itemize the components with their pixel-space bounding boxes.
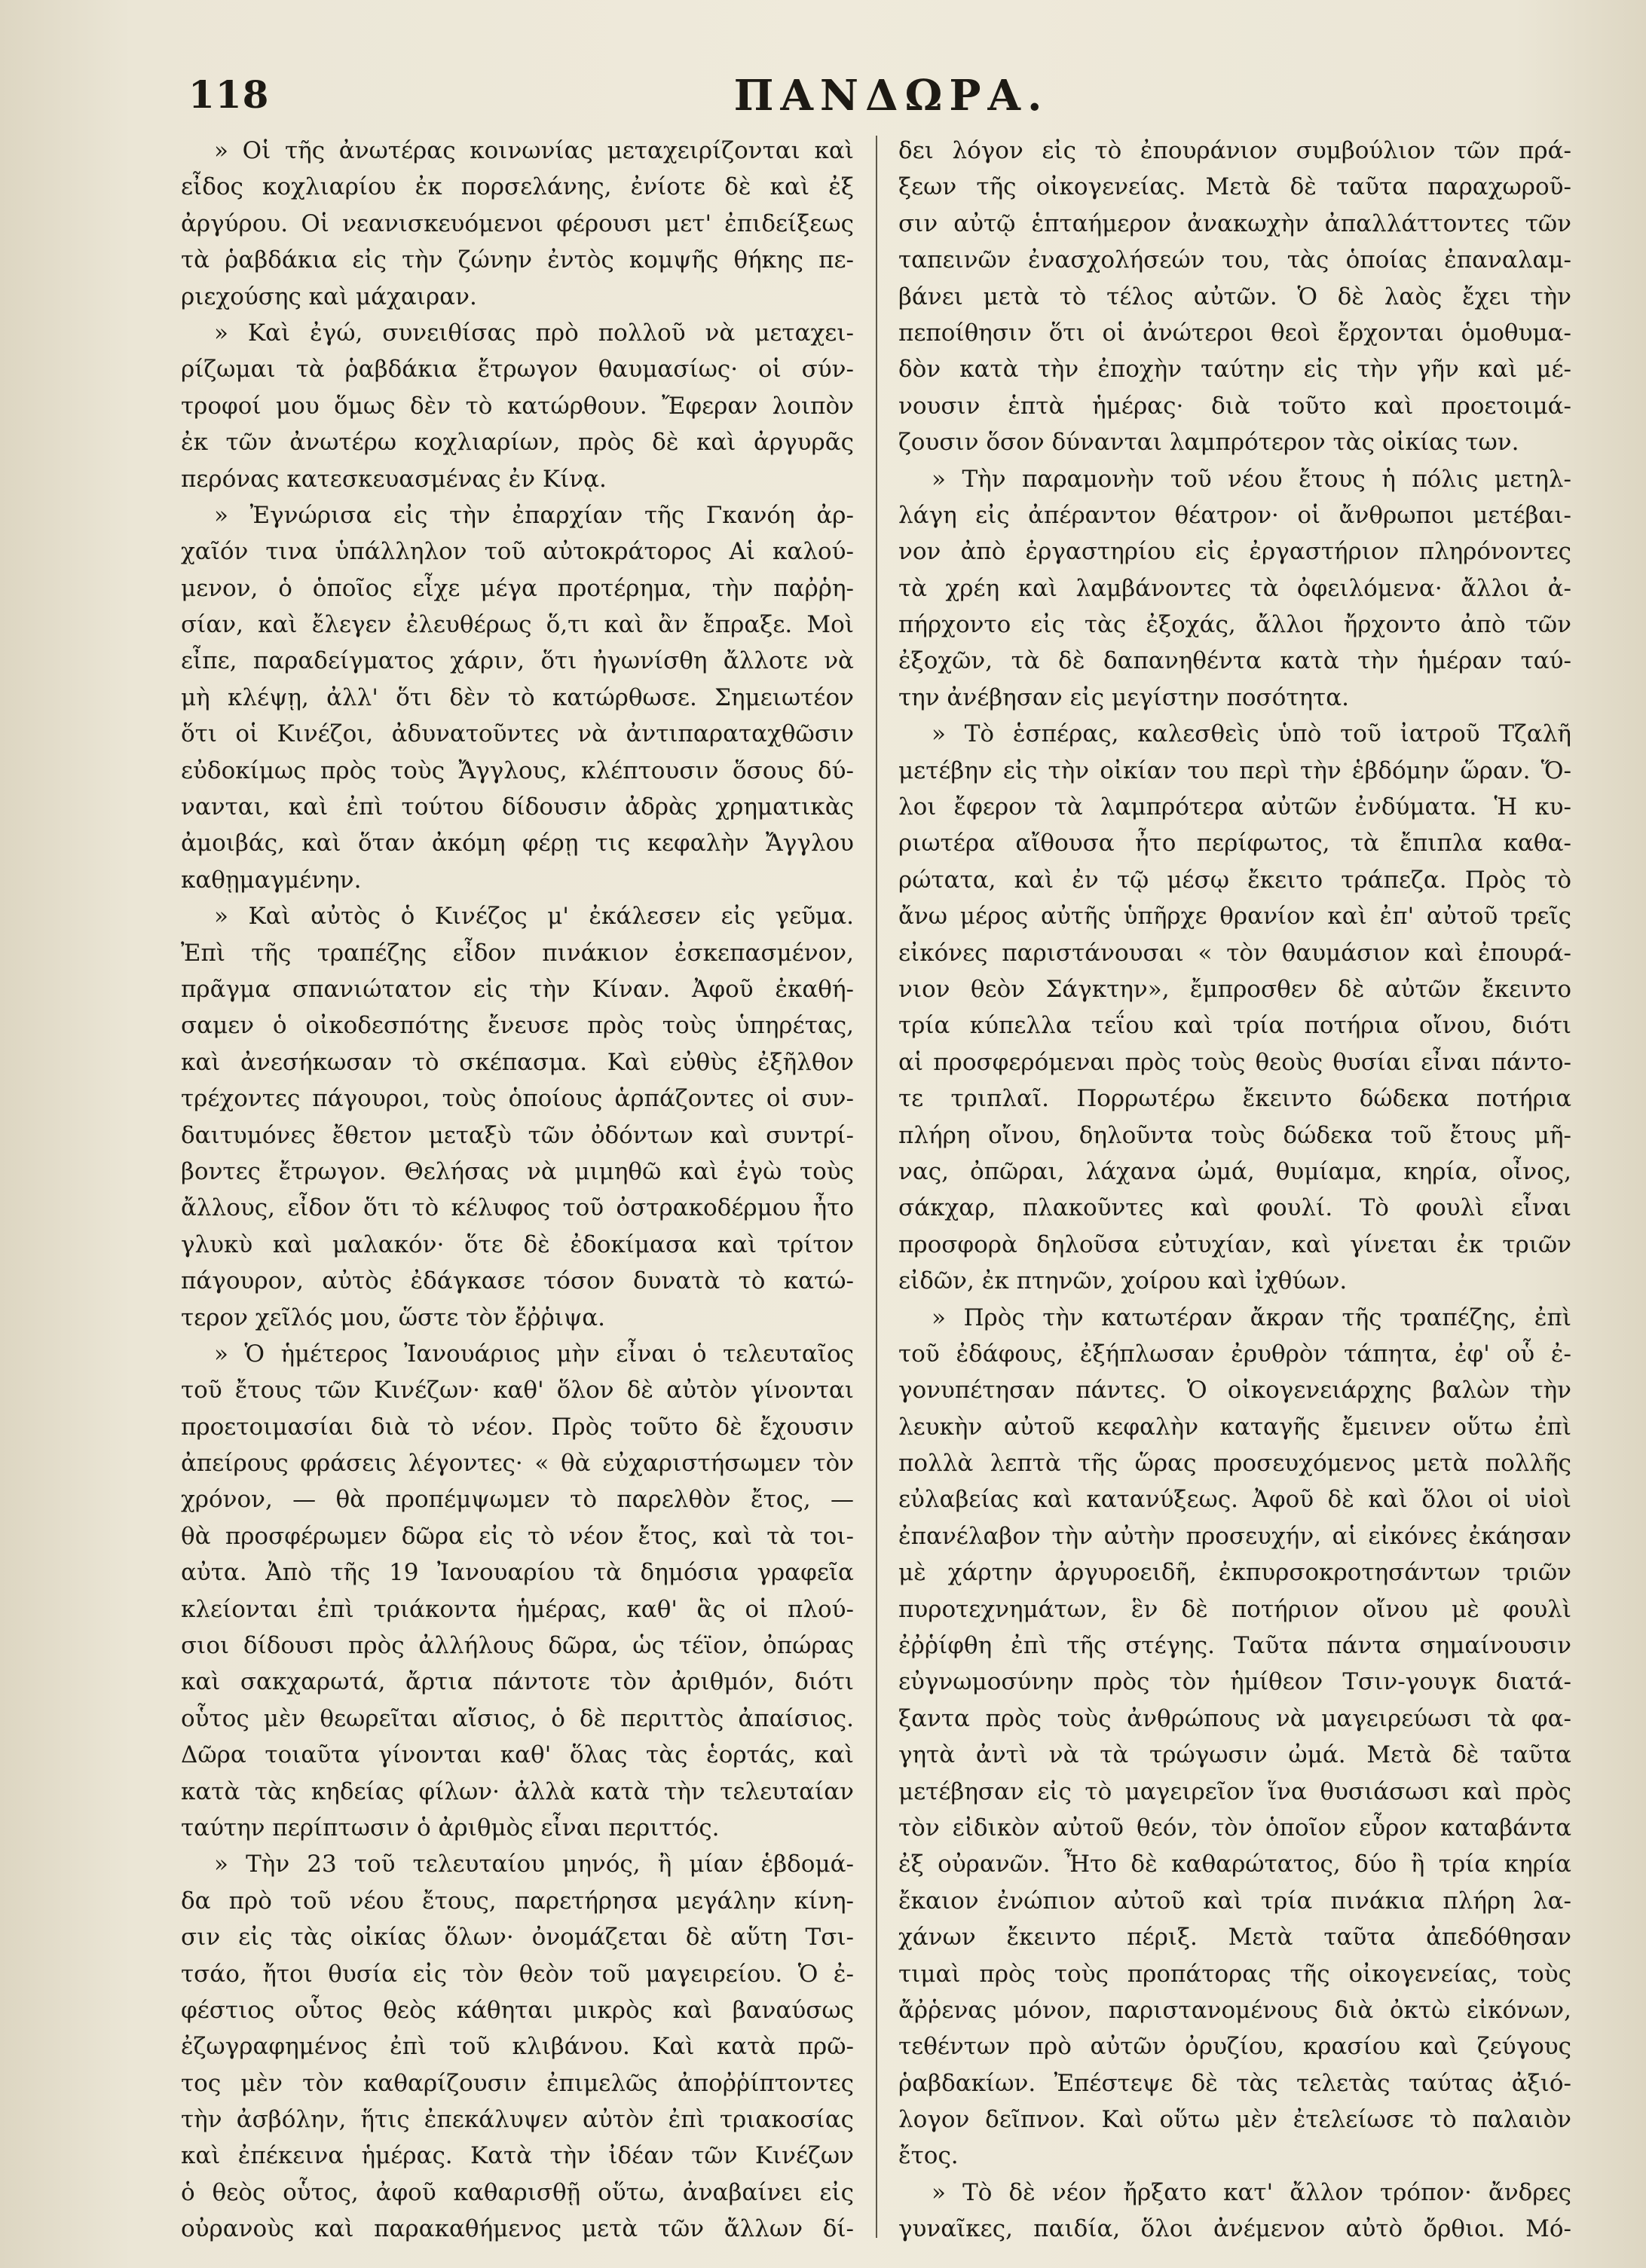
text-line: ταπεινῶν ἐνασχολήσεών του, τὰς ὁποίας ἐπαναλαμ- [898, 246, 1571, 274]
text-line: » Τὴν παραμονὴν τοῦ νέου ἔτους ἡ πόλις μετηλ- [932, 465, 1571, 493]
text-line: ὅτι οἱ Κινέζοι, ἀδυνατοῦντες νὰ ἀντιπαραταχθῶσιν [181, 720, 854, 748]
text-line: εἰκόνες παριστάνουσαι « τὸν θαυμάσιον καὶ ἐπουρά- [898, 939, 1571, 967]
text-line: σιοι δίδουσι πρὸς ἀλλήλους δῶρα, ὡς τέϊον, ὀπώρας [181, 1632, 854, 1660]
text-line: ἄνω μέρος αὐτῆς ὑπῆρχε θρανίον καὶ ἐπ' αὐτοῦ τρεῖς [898, 903, 1571, 931]
text-line: καὶ ἐπέκεινα ἡμέρας. Κατὰ τὴν ἰδέαν τῶν Κινέζων [181, 2142, 854, 2170]
text-line: ἔκαιον ἐνώπιον αὐτοῦ καὶ τρία πινάκια πλήρη λα- [898, 1887, 1571, 1915]
text-line: νιον θεὸν Σάγκτην», ἔμπροσθεν δὲ αὐτῶν ἔκειντο [898, 975, 1571, 1003]
text-line: τερον χεῖλός μου, ὥστε τὸν ἔῤῥιψα. [181, 1304, 606, 1331]
text-line: ζουσιν ὅσον δύνανται λαμπρότερον τὰς οἰκίας των. [898, 429, 1519, 457]
text-line: ἀργύρου. Οἱ νεανισκευόμενοι φέρουσι μετ' ἐπιδείξεως [181, 209, 854, 237]
text-line: σιν εἰς τὰς οἰκίας ὅλων· ὀνομάζεται δὲ αὕτη Τσι- [181, 1924, 854, 1952]
text-line: εὐλαβείας καὶ κατανύξεως. Ἀφοῦ δὲ καὶ ὅλοι οἱ υἱοὶ [898, 1486, 1571, 1514]
text-line: νας, ὀπῶραι, λάχανα ὠμά, θυμίαμα, κηρία, οἶνος, [898, 1157, 1571, 1185]
text-line: » Ὁ ἡμέτερος Ἰανουάριος μὴν εἶναι ὁ τελευταῖος [214, 1340, 854, 1368]
text-line: κατὰ τὰς κηδείας φίλων· ἀλλὰ κατὰ τὴν τελευταίαν [181, 1777, 854, 1805]
text-line: δὸν κατὰ τὴν ἐποχὴν ταύτην εἰς τὴν γῆν καὶ μέ- [898, 356, 1571, 384]
text-line: λευκὴν αὐτοῦ κεφαλὴν καταγῆς ἔμεινεν οὕτω ἐπὶ [898, 1413, 1571, 1441]
text-line: την ἀνέβησαν εἰς μεγίστην ποσότητα. [898, 683, 1349, 711]
text-line: πάγουρον, αὐτὸς ἐδάγκασε τόσον δυνατὰ τὸ κατώ- [181, 1267, 854, 1295]
text-line: σίαν, καὶ ἔλεγεν ἐλευθέρως ὅ,τι καὶ ἂν ἔπραξε. Μοὶ [181, 611, 854, 639]
text-line: πυροτεχνημάτων, ἓν δὲ ποτήριον οἴνου μὲ φουλὶ [898, 1595, 1571, 1623]
text-line: ξεων τῆς οἰκογενείας. Μετὰ δὲ ταῦτα παραχωροῦ- [898, 173, 1571, 201]
text-line: ἐῤῥίφθη ἐπὶ τῆς στέγης. Ταῦτα πάντα σημαίνουσιν [898, 1632, 1571, 1660]
text-line: προσφορὰ δηλοῦσα εὐτυχίαν, καὶ γίνεται ἐκ τριῶν [898, 1230, 1571, 1258]
column-divider [876, 136, 877, 2238]
text-line: φέστιος οὗτος θεὸς κάθηται μικρὸς καὶ βαναύσως [181, 1996, 854, 2024]
text-line: βάνει μετὰ τὸ τέλος αὐτῶν. Ὁ δὲ λαὸς ἔχει τὴν [898, 283, 1571, 310]
text-line: γυναῖκες, παιδία, ὅλοι ἀνέμενον αὐτὸ ὄρθιοι. Μό- [898, 2215, 1571, 2242]
text-line: ξαντα πρὸς τοὺς ἀνθρώπους νὰ μαγειρεύωσι τὰ φα- [898, 1704, 1571, 1732]
text-line: ἐκ τῶν ἀνωτέρω κοχλιαρίων, πρὸς δὲ καὶ ἀργυρᾶς [181, 429, 854, 457]
text-line: χάνων ἔκειντο πέριξ. Μετὰ ταῦτα ἀπεδόθησαν [898, 1924, 1571, 1952]
text-line: γητὰ ἀντὶ νὰ τὰ τρώγωσιν ὠμά. Μετὰ δὲ ταῦτα [898, 1741, 1571, 1769]
text-line: οὐρανοὺς καὶ παρακαθήμενος μετὰ τῶν ἄλλων δί- [181, 2215, 854, 2242]
page-number: 118 [188, 72, 270, 117]
text-line: » Πρὸς τὴν κατωτέραν ἄκραν τῆς τραπέζης, ἐπὶ [932, 1304, 1571, 1331]
text-line: ἐζωγραφημένος ἐπὶ τοῦ κλιβάνου. Καὶ κατὰ πρῶ- [181, 2033, 854, 2061]
text-line: τος μὲν τὸν καθαρίζουσιν ἐπιμελῶς ἀποῤῥίπτοντες [181, 2069, 854, 2097]
text-line: λοι ἔφερον τὰ λαμπρότερα αὐτῶν ἐνδύματα. Ἡ κυ- [898, 793, 1571, 821]
text-line: ἀπείρους φράσεις λέγοντες· « θὰ εὐχαριστήσωμεν τὸν [181, 1450, 854, 1478]
text-line: τρία κύπελλα τεΐου καὶ τρία ποτήρια οἴνου, διότι [898, 1012, 1571, 1040]
text-line: μενον, ὁ ὁποῖος εἶχε μέγα προτέρημα, τὴν παῤῥη- [181, 574, 854, 602]
text-line: πλήρη οἴνου, δηλοῦντα τοὺς δώδεκα τοῦ ἔτους μῆ- [898, 1121, 1571, 1149]
text-line: σαμεν ὁ οἰκοδεσπότης ἔνευσε πρὸς τοὺς ὑπηρέτας, [181, 1012, 854, 1040]
text-line: ἐπανέλαβον τὴν αὐτὴν προσευχήν, αἱ εἰκόνες ἐκάησαν [898, 1522, 1571, 1550]
text-line: » Καὶ ἐγώ, συνειθίσας πρὸ πολλοῦ νὰ μεταχει- [214, 319, 854, 347]
text-line: δει λόγον εἰς τὸ ἐπουράνιον συμβούλιον τῶν πρά- [898, 137, 1571, 164]
text-line: πρᾶγμα σπανιώτατον εἰς τὴν Κίναν. Ἀφοῦ ἐκαθή- [181, 975, 854, 1003]
text-line: ριωτέρα αἴθουσα ἦτο περίφωτος, τὰ ἔπιπλα καθα- [898, 830, 1571, 857]
text-line: αὐτα. Ἀπὸ τῆς 19 Ἰανουαρίου τὰ δημόσια γραφεῖα [181, 1559, 854, 1587]
text-line: σάκχαρ, πλακοῦντες καὶ φουλί. Τὸ φουλὶ εἶναι [898, 1194, 1571, 1222]
text-line: δαιτυμόνες ἔθετον μεταξὺ τῶν ὀδόντων καὶ συντρί- [181, 1121, 854, 1149]
text-line: νον ἀπὸ ἐργαστηρίου εἰς ἐργαστήριον πληρόνοντες [898, 538, 1571, 566]
text-line: ρίζωμαι τὰ ῥαβδάκια ἔτρωγον θαυμασίως· οἱ σύν- [181, 356, 854, 384]
text-line: καθῃμαγμένην. [181, 866, 362, 894]
text-line: εὐγνωμοσύνην πρὸς τὸν ἡμίθεον Τσιν-γουγκ διατά- [898, 1668, 1571, 1696]
text-line: νανται, καὶ ἐπὶ τούτου δίδουσιν ἀδρὰς χρηματικὰς [181, 793, 854, 821]
text-line: λάγη εἰς ἀπέραντον θέατρον· οἱ ἄνθρωποι μετέβαι- [898, 501, 1571, 529]
text-line: γλυκὺ καὶ μαλακόν· ὅτε δὲ ἐδοκίμασα καὶ τρίτον [181, 1230, 854, 1258]
text-line: χαῖόν τινα ὑπάλληλον τοῦ αὐτοκράτορος Αἱ καλού- [181, 538, 854, 566]
text-line: τὰ χρέη καὶ λαμβάνοντες τὰ ὀφειλόμενα· ἄλλοι ἀ- [898, 574, 1571, 602]
text-line: αἱ προσφερόμεναι πρὸς τοὺς θεοὺς θυσίαι εἶναι πάντο- [898, 1048, 1571, 1076]
text-line: εἰδῶν, ἐκ πτηνῶν, χοίρου καὶ ἰχθύων. [898, 1267, 1348, 1295]
text-line: εὐδοκίμως πρὸς τοὺς Ἄγγλους, κλέπτουσιν ὅσους δύ- [181, 757, 854, 784]
text-line: μὴ κλέψῃ, ἀλλ' ὅτι δὲν τὸ κατώρθωσε. Σημειωτέον [181, 683, 854, 711]
text-line: » Οἱ τῆς ἀνωτέρας κοινωνίας μεταχειρίζονται καὶ [214, 137, 854, 164]
text-line: ἀμοιβάς, καὶ ὅταν ἀκόμη φέρῃ τις κεφαλὴν Ἄγγλου [181, 830, 854, 857]
text-line: πήρχοντο εἰς τὰς ἐξοχάς, ἄλλοι ἤρχοντο ἀπὸ τῶν [898, 611, 1571, 639]
text-line: τσάο, ἤτοι θυσία εἰς τὸν θεὸν τοῦ μαγειρείου. Ὁ ἐ- [181, 1960, 854, 1988]
text-line: » Τὸ ἑσπέρας, καλεσθεὶς ὑπὸ τοῦ ἰατροῦ Τζαλῆ [932, 720, 1571, 748]
text-line: τρέχοντες πάγουροι, τοὺς ὁποίους ἁρπάζοντες οἱ συν- [181, 1085, 854, 1113]
text-line: » Καὶ αὐτὸς ὁ Κινέζος μ' ἐκάλεσεν εἰς γεῦμα. [214, 903, 854, 931]
text-line: τοῦ ἔτους τῶν Κινέζων· καθ' ὅλον δὲ αὐτὸν γίνονται [181, 1377, 854, 1405]
text-line: τε τριπλαῖ. Πορρωτέρω ἔκειντο δώδεκα ποτήρια [898, 1085, 1571, 1113]
left-column [181, 133, 854, 2242]
text-line: τεθέντων πρὸ αὐτῶν ὀρυζίου, κρασίου καὶ ζεύγους [898, 2033, 1571, 2061]
text-line: προετοιμασίαι διὰ τὸ νέον. Πρὸς τοῦτο δὲ ἔχουσιν [181, 1413, 854, 1441]
text-line: ρώτατα, καὶ ἐν τῷ μέσῳ ἔκειτο τράπεζα. Πρὸς τὸ [898, 866, 1571, 894]
text-line: γονυπέτησαν πάντες. Ὁ οἰκογενειάρχης βαλὼν τὴν [898, 1377, 1571, 1405]
text-line: τὴν ἀσβόλην, ἥτις ἐπεκάλυψεν αὐτὸν ἐπὶ τριακοσίας [181, 2106, 854, 2134]
text-line: καὶ σακχαρωτά, ἄρτια πάντοτε τὸν ἀριθμόν, διότι [181, 1668, 854, 1696]
text-line: περόνας κατεσκευασμένας ἐν Κίνᾳ. [181, 465, 607, 493]
text-line: ἔτος. [898, 2142, 959, 2170]
text-line: Ἐπὶ τῆς τραπέζης εἶδον πινάκιον ἐσκεπασμένον, [181, 939, 854, 967]
page-header [136, 60, 1571, 121]
text-line: ἐξοχῶν, τὰ δὲ δαπανηθέντα κατὰ τὴν ἡμέραν ταύ- [898, 647, 1571, 675]
text-line: μετέβην εἰς τὴν οἰκίαν του περὶ τὴν ἑβδόμην ὥραν. Ὅ- [898, 757, 1571, 784]
text-line: ἄῤῥενας μόνον, παριστανομένους διὰ ὀκτὼ εἰκόνων, [898, 1996, 1571, 2024]
text-line: οὗτος μὲν θεωρεῖται αἴσιος, ὁ δὲ περιττὸς ἀπαίσιος. [181, 1704, 854, 1732]
text-line: τὰ ῥαβδάκια εἰς τὴν ζώνην ἐντὸς κομψῆς θήκης πε- [181, 246, 854, 274]
text-line: μὲ χάρτην ἀργυροειδῆ, ἐκπυρσοκροτησάντων τριῶν [898, 1559, 1571, 1587]
text-line: τοῦ ἐδάφους, ἐξήπλωσαν ἐρυθρὸν τάπητα, ἐφ' οὗ ἐ- [898, 1340, 1571, 1368]
text-line: πεποίθησιν ὅτι οἱ ἀνώτεροι θεοὶ ἔρχονται ὁμοθυμα- [898, 319, 1571, 347]
text-line: τὸν εἰδικὸν αὐτοῦ θεόν, τὸν ὁποῖον εὗρον καταβάντα [898, 1814, 1571, 1842]
text-line: τροφοί μου ὅμως δὲν τὸ κατώρθουν. Ἔφεραν λοιπὸν [181, 392, 854, 420]
text-line: μετέβησαν εἰς τὸ μαγειρεῖον ἵνα θυσιάσωσι καὶ πρὸς [898, 1777, 1571, 1805]
text-line: εἶπε, παραδείγματος χάριν, ὅτι ἠγωνίσθη ἄλλοτε νὰ [181, 647, 854, 675]
text-line: καὶ ἀνεσήκωσαν τὸ σκέπασμα. Καὶ εὐθὺς ἐξῆλθον [181, 1048, 854, 1076]
text-line: ἄλλους, εἶδον ὅτι τὸ κέλυφος τοῦ ὀστρακοδέρμου ἦτο [181, 1194, 854, 1222]
text-columns [181, 133, 1579, 2242]
text-line: πολλὰ λεπτὰ τῆς ὥρας προσευχόμενος μετὰ πολλῆς [898, 1450, 1571, 1478]
text-line: ῥαβδακίων. Ἐπέστεψε δὲ τὰς τελετὰς ταύτας ἀξιό- [898, 2069, 1571, 2097]
text-line: κλείονται ἐπὶ τριάκοντα ἡμέρας, καθ' ἃς οἱ πλού- [181, 1595, 854, 1623]
text-line: ταύτην περίπτωσιν ὁ ἀριθμὸς εἶναι περιττός. [181, 1814, 720, 1842]
text-line: ριεχούσης καὶ μάχαιραν. [181, 283, 477, 310]
text-line: λογον δεῖπνον. Καὶ οὕτω μὲν ἐτελείωσε τὸ παλαιὸν [898, 2106, 1571, 2134]
text-line: σιν αὐτῷ ἑπταήμερον ἀνακωχὴν ἀπαλλάττοντες τῶν [898, 209, 1571, 237]
text-line: » Τὴν 23 τοῦ τελευταίου μηνός, ἢ μίαν ἑβδομά- [214, 1851, 854, 1878]
right-column [898, 133, 1571, 2242]
text-line: θὰ προσφέρωμεν δῶρα εἰς τὸ νέον ἔτος, καὶ τὰ τοι- [181, 1522, 854, 1550]
text-line: χρόνον, — θὰ προπέμψωμεν τὸ παρελθὸν ἔτος, — [181, 1486, 854, 1514]
running-head-title: ΠΑΝΔΩΡΑ. [733, 71, 1049, 121]
text-line: νουσιν ἑπτὰ ἡμέρας· διὰ τοῦτο καὶ προετοιμά- [898, 392, 1571, 420]
text-line: δα πρὸ τοῦ νέου ἔτους, παρετήρησα μεγάλην κίνη- [181, 1887, 854, 1915]
text-line: εἶδος κοχλιαρίου ἐκ πορσελάνης, ἐνίοτε δὲ καὶ ἐξ [181, 173, 854, 201]
text-line: » Τὸ δὲ νέον ἤρξατο κατ' ἄλλον τρόπον· ἄνδρες [932, 2178, 1571, 2206]
text-line: βοντες ἔτρωγον. Θελήσας νὰ μιμηθῶ καὶ ἐγὼ τοὺς [181, 1157, 854, 1185]
text-line: ἐξ οὐρανῶν. Ἦτο δὲ καθαρώτατος, δύο ἢ τρία κηρία [898, 1851, 1571, 1878]
text-line: τιμαὶ πρὸς τοὺς προπάτορας τῆς οἰκογενείας, τοὺς [898, 1960, 1571, 1988]
text-line: ὁ θεὸς οὗτος, ἀφοῦ καθαρισθῇ οὕτω, ἀναβαίνει εἰς [181, 2178, 854, 2206]
text-line: Δῶρα τοιαῦτα γίνονται καθ' ὅλας τὰς ἑορτάς, καὶ [181, 1741, 854, 1769]
text-line: » Ἐγνώρισα εἰς τὴν ἐπαρχίαν τῆς Γκανόη ἀρ- [214, 501, 854, 529]
